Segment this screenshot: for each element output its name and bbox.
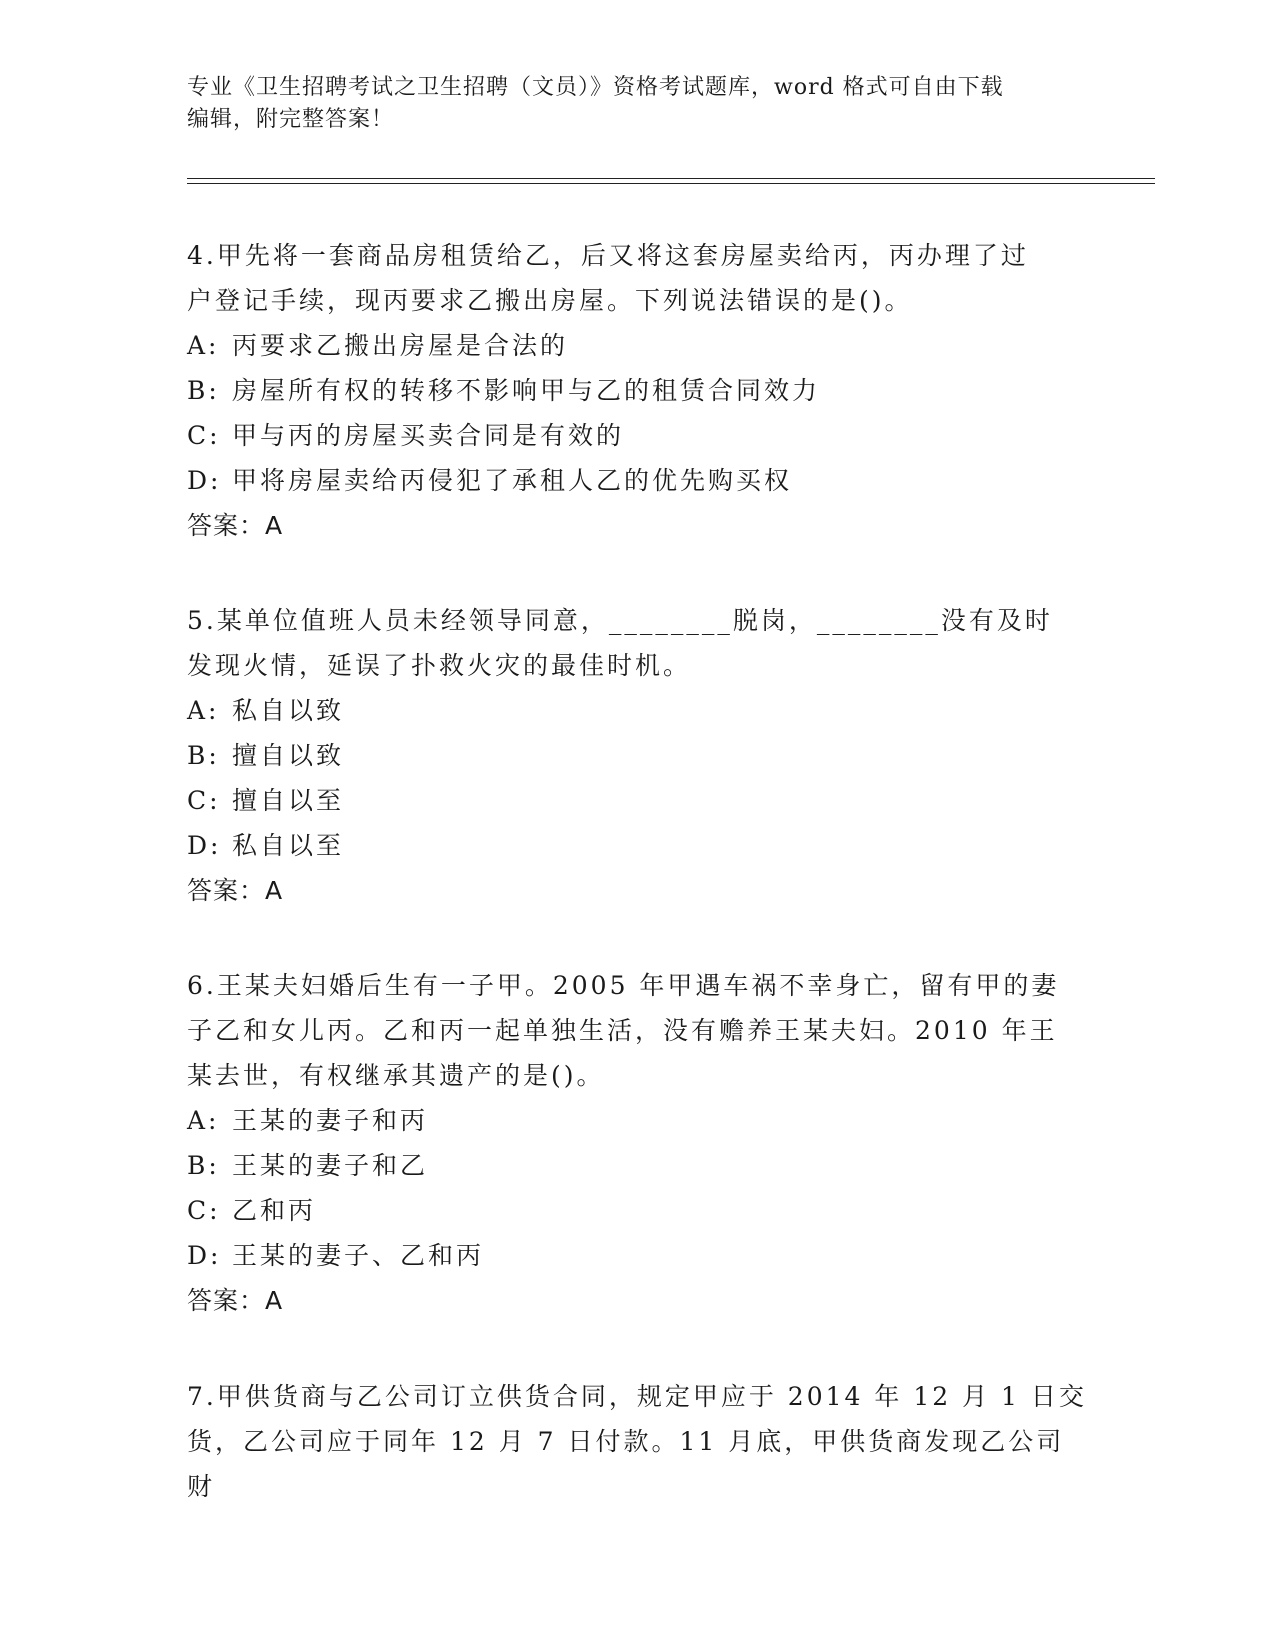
option-text: 擅自以至 (232, 786, 345, 815)
option-text: 私自以至 (232, 831, 345, 860)
option-d (187, 1233, 1087, 1278)
option-letter: B: (187, 376, 220, 405)
option-text: 擅自以致 (232, 741, 345, 770)
option-text: 王某的妻子和乙 (232, 1151, 429, 1180)
option-letter: A: (187, 331, 220, 360)
option-letter: B: (187, 1151, 220, 1180)
option-text: 王某的妻子和丙 (232, 1106, 429, 1135)
answer-line: 答案：A (187, 1286, 284, 1315)
question-stem-line: 6.王某夫妇婚后生有一子甲。2005 年甲遇车祸不幸身亡，留有甲的妻 (187, 971, 1060, 1000)
header-line-1: 专业《卫生招聘考试之卫生招聘（文员）》资格考试题库，word 格式可自由下载 (187, 75, 1004, 100)
option-b (187, 368, 1087, 413)
option-text: 私自以致 (232, 696, 345, 725)
option-c (187, 778, 1087, 823)
question-5 (187, 598, 1087, 913)
option-c (187, 1188, 1087, 1233)
option-d (187, 823, 1087, 868)
question-stem-line: 发现火情，延误了扑救火灾的最佳时机。 (187, 651, 692, 680)
option-letter: C: (187, 786, 221, 815)
header-divider-top (187, 178, 1155, 179)
option-letter: D: (187, 466, 222, 495)
question-stem-line: 7.甲供货商与乙公司订立供货合同，规定甲应于 2014 年 12 月 1 日交 (187, 1382, 1087, 1411)
option-b (187, 1143, 1087, 1188)
header-divider-bottom (187, 183, 1155, 184)
option-d (187, 458, 1087, 503)
option-text: 甲与丙的房屋买卖合同是有效的 (232, 421, 625, 450)
option-text: 王某的妻子、乙和丙 (232, 1241, 485, 1270)
question-stem-line: 4.甲先将一套商品房租赁给乙，后又将这套房屋卖给丙，丙办理了过 (187, 241, 1029, 270)
question-stem-line: 5.某单位值班人员未经领导同意，________脱岗，________没有及时 (187, 606, 1053, 635)
option-a (187, 323, 1087, 368)
question-stem-line: 货，乙公司应于同年 12 月 7 日付款。11 月底，甲供货商发现乙公司财 (187, 1427, 1065, 1501)
option-letter: C: (187, 1196, 221, 1225)
document-header (187, 72, 1087, 136)
option-a (187, 1098, 1087, 1143)
option-a (187, 688, 1087, 733)
option-letter: A: (187, 696, 220, 725)
option-letter: D: (187, 831, 222, 860)
option-text: 乙和丙 (232, 1196, 317, 1225)
option-letter: B: (187, 741, 220, 770)
question-stem-line: 户登记手续，现丙要求乙搬出房屋。下列说法错误的是()。 (187, 286, 913, 315)
option-letter: A: (187, 1106, 220, 1135)
option-letter: D: (187, 1241, 222, 1270)
option-text: 房屋所有权的转移不影响甲与乙的租赁合同效力 (232, 376, 821, 405)
answer-line: 答案：A (187, 511, 284, 540)
option-c (187, 413, 1087, 458)
option-b (187, 733, 1087, 778)
option-text: 甲将房屋卖给丙侵犯了承租人乙的优先购买权 (232, 466, 793, 495)
option-text: 丙要求乙搬出房屋是合法的 (232, 331, 569, 360)
header-line-2: 编辑，附完整答案！ (187, 107, 395, 132)
question-7 (187, 1374, 1087, 1509)
option-letter: C: (187, 421, 221, 450)
question-stem-line: 子乙和女儿丙。乙和丙一起单独生活，没有赡养王某夫妇。2010 年王 (187, 1016, 1058, 1045)
answer-line: 答案：A (187, 876, 284, 905)
question-stem-line: 某去世，有权继承其遗产的是()。 (187, 1061, 605, 1090)
question-4 (187, 233, 1087, 548)
question-6 (187, 963, 1087, 1323)
